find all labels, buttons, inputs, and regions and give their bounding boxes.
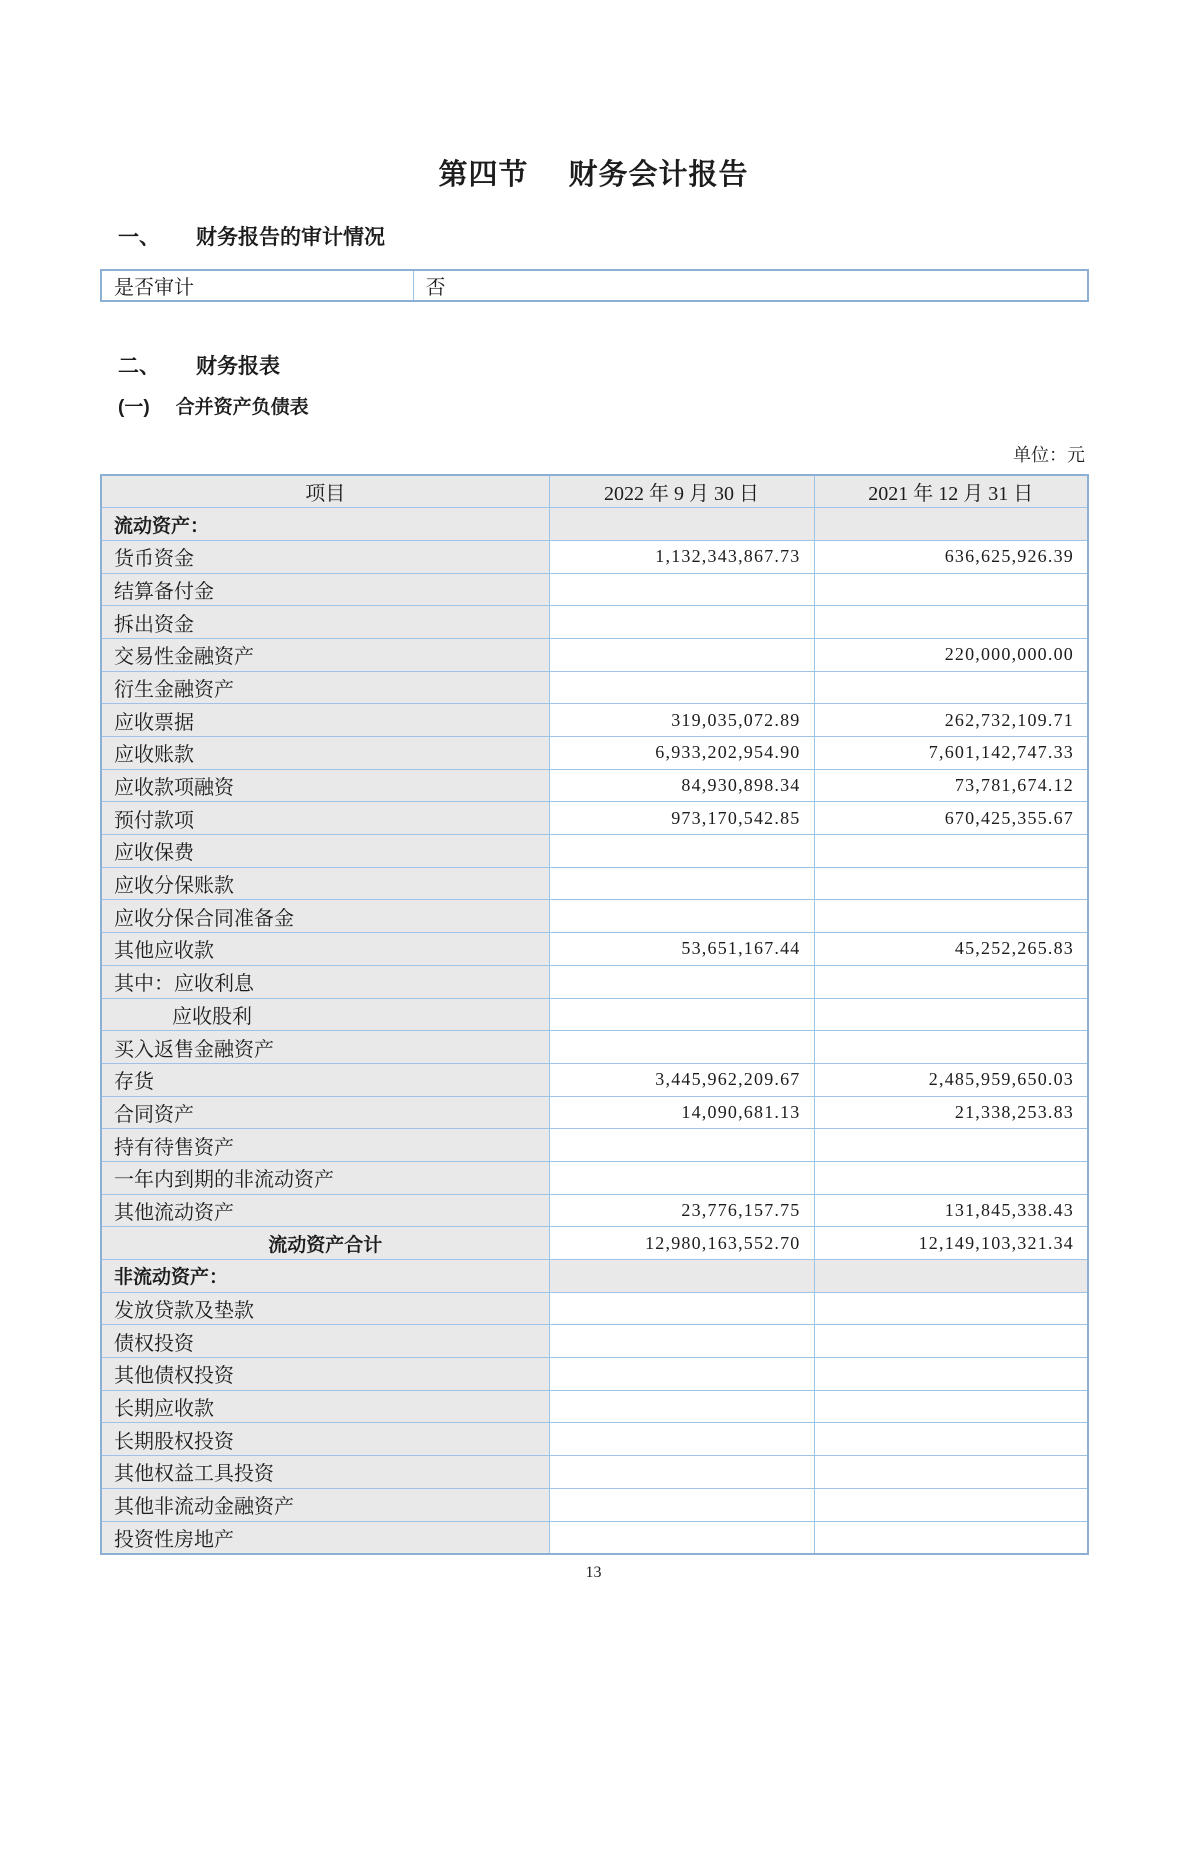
item-label-cell: 拆出资金 bbox=[101, 606, 549, 639]
column-header-item: 项目 bbox=[101, 475, 549, 508]
item-label-cell: 长期应收款 bbox=[101, 1390, 549, 1423]
item-label-cell: 流动资产合计 bbox=[101, 1227, 549, 1260]
value-2021-cell: 7,601,142,747.33 bbox=[814, 737, 1088, 770]
value-2021-cell bbox=[814, 965, 1088, 998]
subheading-text: 合并资产负债表 bbox=[175, 397, 309, 418]
item-label-cell: 应收分保账款 bbox=[101, 867, 549, 900]
value-2022-cell bbox=[549, 1129, 814, 1162]
item-label-cell: 其他应收款 bbox=[101, 933, 549, 966]
table-row bbox=[101, 638, 1088, 671]
unit-note: 单位：元 bbox=[1013, 445, 1085, 465]
value-2021-cell: 131,845,338.43 bbox=[814, 1194, 1088, 1227]
value-2022-cell: 1,132,343,867.73 bbox=[549, 540, 814, 573]
item-label-cell: 存货 bbox=[101, 1063, 549, 1096]
table-row bbox=[101, 1194, 1088, 1227]
audit-row bbox=[101, 270, 1088, 301]
value-2022-cell: 12,980,163,552.70 bbox=[549, 1227, 814, 1260]
value-2021-cell bbox=[814, 1488, 1088, 1521]
heading-text: 财务报表 bbox=[196, 355, 280, 378]
value-2022-cell bbox=[549, 1488, 814, 1521]
value-2021-cell bbox=[814, 867, 1088, 900]
value-2021-cell bbox=[814, 835, 1088, 868]
value-2021-cell bbox=[814, 900, 1088, 933]
column-header-2022-09-30: 2022 年 9 月 30 日 bbox=[549, 475, 814, 508]
value-2022-cell bbox=[549, 508, 814, 541]
value-2022-cell: 319,035,072.89 bbox=[549, 704, 814, 737]
value-2022-cell bbox=[549, 1423, 814, 1456]
value-2021-cell: 220,000,000.00 bbox=[814, 638, 1088, 671]
item-label-cell: 投资性房地产 bbox=[101, 1521, 549, 1554]
value-2021-cell bbox=[814, 1521, 1088, 1554]
value-2022-cell bbox=[549, 1390, 814, 1423]
title-section-number: 第四节 bbox=[438, 159, 529, 191]
table-row bbox=[101, 540, 1088, 573]
value-2022-cell: 6,933,202,954.90 bbox=[549, 737, 814, 770]
value-2021-cell bbox=[814, 1456, 1088, 1489]
item-label-cell: 持有待售资产 bbox=[101, 1129, 549, 1162]
heading-number: 二、 bbox=[118, 355, 160, 378]
value-2022-cell bbox=[549, 900, 814, 933]
table-row bbox=[101, 1358, 1088, 1391]
section-row bbox=[101, 1260, 1088, 1293]
total-row bbox=[101, 1227, 1088, 1260]
item-label-cell: 应收票据 bbox=[101, 704, 549, 737]
value-2022-cell bbox=[549, 1358, 814, 1391]
item-label-cell: 衍生金融资产 bbox=[101, 671, 549, 704]
item-label-cell: 货币资金 bbox=[101, 540, 549, 573]
item-label-cell: 应收分保合同准备金 bbox=[101, 900, 549, 933]
column-header-2021-12-31: 2021 年 12 月 31 日 bbox=[814, 475, 1088, 508]
heading-consolidated-balance-sheet bbox=[118, 396, 1087, 420]
table-row bbox=[101, 933, 1088, 966]
table-row bbox=[101, 573, 1088, 606]
audit-label-cell: 是否审计 bbox=[101, 270, 413, 301]
item-label-cell: 应收款项融资 bbox=[101, 769, 549, 802]
table-row bbox=[101, 1488, 1088, 1521]
table-row bbox=[101, 1292, 1088, 1325]
value-2021-cell bbox=[814, 573, 1088, 606]
item-label-cell: 流动资产： bbox=[101, 508, 549, 541]
value-2022-cell: 3,445,962,209.67 bbox=[549, 1063, 814, 1096]
value-2021-cell: 21,338,253.83 bbox=[814, 1096, 1088, 1129]
heading-text: 财务报告的审计情况 bbox=[196, 226, 385, 249]
value-2022-cell: 84,930,898.34 bbox=[549, 769, 814, 802]
subheading-number: (一) bbox=[118, 397, 150, 418]
document-page bbox=[100, 158, 1087, 1582]
item-label-cell: 发放贷款及垫款 bbox=[101, 1292, 549, 1325]
value-2021-cell bbox=[814, 508, 1088, 541]
item-label-cell: 合同资产 bbox=[101, 1096, 549, 1129]
value-2022-cell bbox=[549, 998, 814, 1031]
table-row bbox=[101, 802, 1088, 835]
value-2021-cell bbox=[814, 606, 1088, 639]
item-label-cell: 其他非流动金融资产 bbox=[101, 1488, 549, 1521]
value-2022-cell bbox=[549, 1325, 814, 1358]
item-label-cell: 其他债权投资 bbox=[101, 1358, 549, 1391]
value-2022-cell bbox=[549, 573, 814, 606]
table-row bbox=[101, 1031, 1088, 1064]
table-row bbox=[101, 1063, 1088, 1096]
value-2021-cell bbox=[814, 1358, 1088, 1391]
value-2021-cell bbox=[814, 1260, 1088, 1293]
item-label-cell: 买入返售金融资产 bbox=[101, 1031, 549, 1064]
table-row bbox=[101, 737, 1088, 770]
table-row bbox=[101, 965, 1088, 998]
page-number: 13 bbox=[585, 1563, 602, 1581]
value-2022-cell bbox=[549, 1456, 814, 1489]
value-2022-cell bbox=[549, 835, 814, 868]
title-text: 财务会计报告 bbox=[568, 159, 749, 191]
table-row bbox=[101, 900, 1088, 933]
table-row bbox=[101, 704, 1088, 737]
value-2021-cell bbox=[814, 998, 1088, 1031]
table-row bbox=[101, 1096, 1088, 1129]
value-2021-cell bbox=[814, 1390, 1088, 1423]
section-row bbox=[101, 508, 1088, 541]
value-2021-cell: 12,149,103,321.34 bbox=[814, 1227, 1088, 1260]
value-2021-cell: 73,781,674.12 bbox=[814, 769, 1088, 802]
table-row bbox=[101, 1521, 1088, 1554]
value-2021-cell: 670,425,355.67 bbox=[814, 802, 1088, 835]
value-2022-cell bbox=[549, 1292, 814, 1325]
table-row bbox=[101, 1161, 1088, 1194]
value-2021-cell: 2,485,959,650.03 bbox=[814, 1063, 1088, 1096]
item-label-cell: 交易性金融资产 bbox=[101, 638, 549, 671]
balance-sheet-table bbox=[100, 474, 1089, 1555]
table-row bbox=[101, 998, 1088, 1031]
table-row bbox=[101, 867, 1088, 900]
value-2022-cell bbox=[549, 1031, 814, 1064]
value-2021-cell: 45,252,265.83 bbox=[814, 933, 1088, 966]
value-2021-cell bbox=[814, 1325, 1088, 1358]
table-row bbox=[101, 1129, 1088, 1162]
audit-value-cell: 否 bbox=[413, 270, 1088, 301]
value-2022-cell bbox=[549, 867, 814, 900]
item-label-cell: 一年内到期的非流动资产 bbox=[101, 1161, 549, 1194]
value-2021-cell bbox=[814, 1129, 1088, 1162]
table-row bbox=[101, 671, 1088, 704]
heading-audit-status bbox=[118, 225, 1087, 251]
item-label-cell: 长期股权投资 bbox=[101, 1423, 549, 1456]
table-row bbox=[101, 835, 1088, 868]
value-2022-cell bbox=[549, 638, 814, 671]
value-2022-cell bbox=[549, 1521, 814, 1554]
header-row bbox=[101, 475, 1088, 508]
value-2021-cell bbox=[814, 1292, 1088, 1325]
value-2021-cell bbox=[814, 1031, 1088, 1064]
value-2022-cell bbox=[549, 606, 814, 639]
value-2022-cell bbox=[549, 1161, 814, 1194]
table-row bbox=[101, 1456, 1088, 1489]
value-2021-cell bbox=[814, 1423, 1088, 1456]
item-label-cell: 应收保费 bbox=[101, 835, 549, 868]
value-2022-cell bbox=[549, 1260, 814, 1293]
value-2022-cell bbox=[549, 965, 814, 998]
audit-table bbox=[100, 269, 1089, 302]
heading-financial-statements bbox=[118, 354, 1087, 380]
table-row bbox=[101, 769, 1088, 802]
value-2022-cell: 53,651,167.44 bbox=[549, 933, 814, 966]
value-2022-cell bbox=[549, 671, 814, 704]
item-label-cell: 其他权益工具投资 bbox=[101, 1456, 549, 1489]
item-label-cell: 结算备付金 bbox=[101, 573, 549, 606]
value-2021-cell: 636,625,926.39 bbox=[814, 540, 1088, 573]
item-label-cell: 应收账款 bbox=[101, 737, 549, 770]
table-row bbox=[101, 1390, 1088, 1423]
item-label-cell: 其中：应收利息 bbox=[101, 965, 549, 998]
item-label-cell: 应收股利 bbox=[101, 998, 549, 1031]
item-label-cell: 预付款项 bbox=[101, 802, 549, 835]
value-2021-cell bbox=[814, 1161, 1088, 1194]
value-2021-cell bbox=[814, 671, 1088, 704]
table-row bbox=[101, 1423, 1088, 1456]
value-2021-cell: 262,732,109.71 bbox=[814, 704, 1088, 737]
table-row bbox=[101, 606, 1088, 639]
page-title bbox=[100, 158, 1087, 192]
value-2022-cell: 973,170,542.85 bbox=[549, 802, 814, 835]
table-row bbox=[101, 1325, 1088, 1358]
item-label-cell: 债权投资 bbox=[101, 1325, 549, 1358]
value-2022-cell: 14,090,681.13 bbox=[549, 1096, 814, 1129]
value-2022-cell: 23,776,157.75 bbox=[549, 1194, 814, 1227]
item-label-cell: 其他流动资产 bbox=[101, 1194, 549, 1227]
heading-number: 一、 bbox=[118, 226, 160, 249]
item-label-cell: 非流动资产： bbox=[101, 1260, 549, 1293]
